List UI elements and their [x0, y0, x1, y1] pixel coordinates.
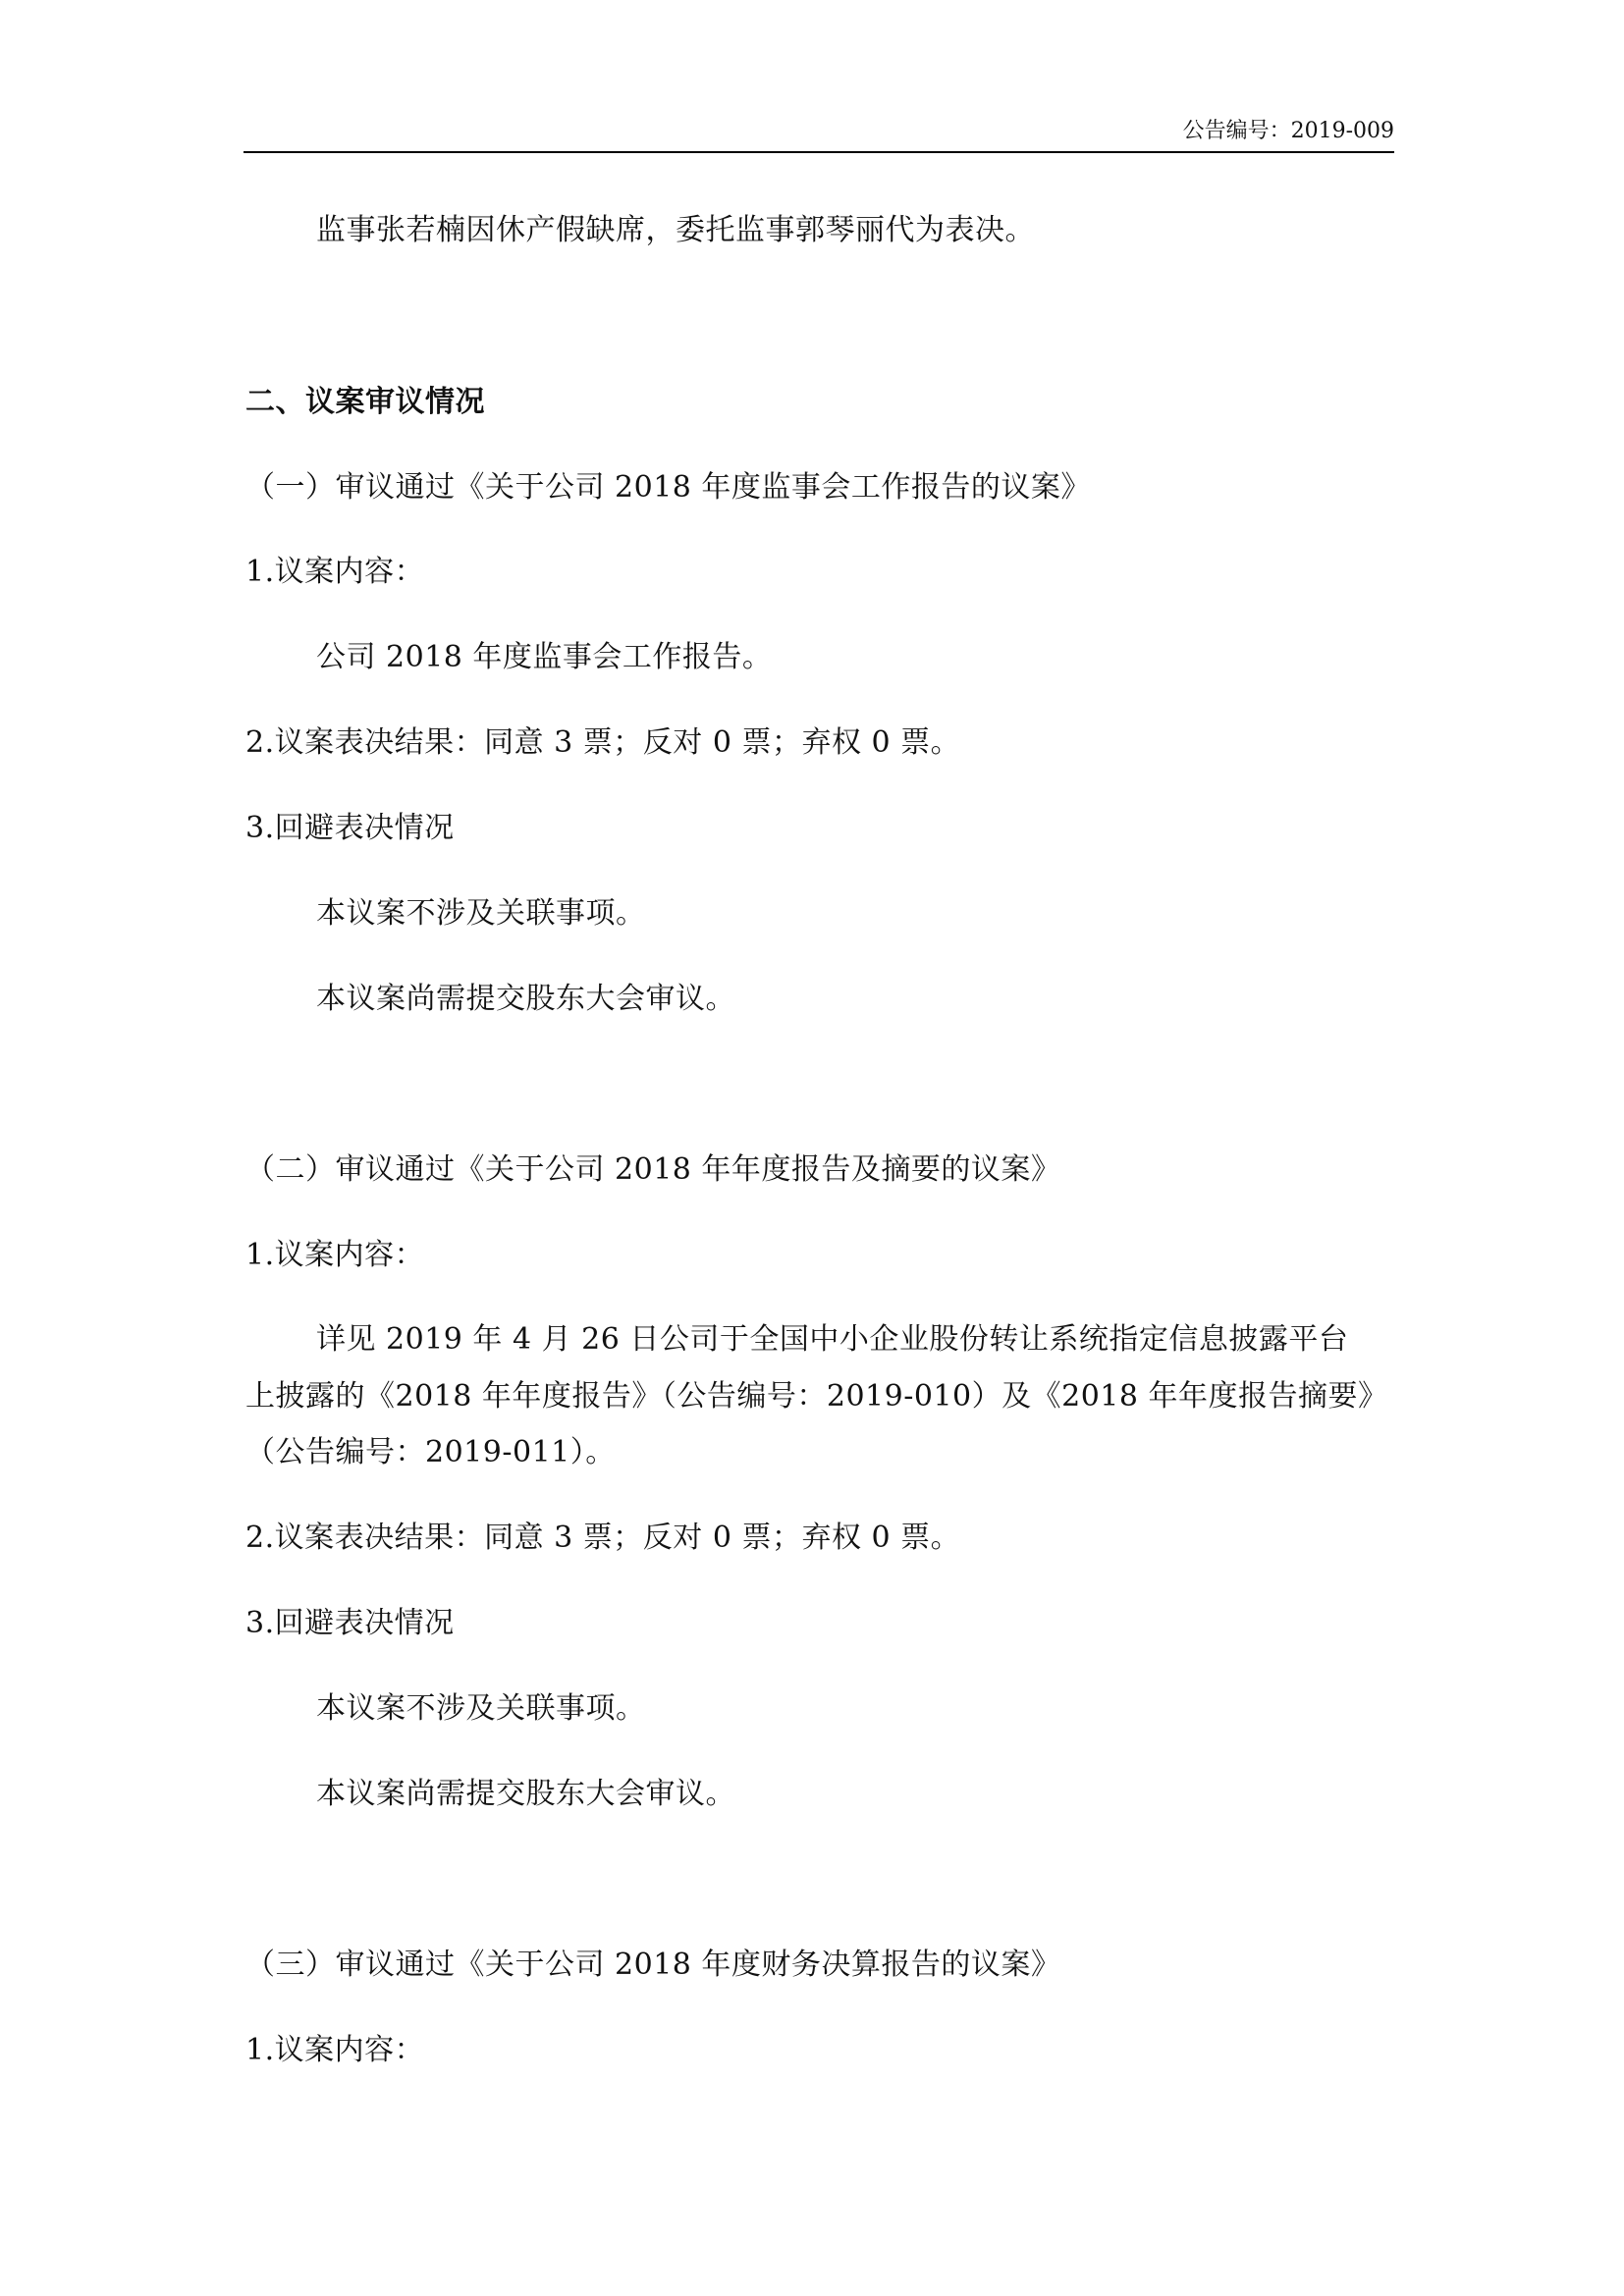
motion-1-submit-note: 本议案尚需提交股东大会审议。	[316, 982, 735, 1016]
motion-1-vote-result: 2.议案表决结果：同意 3 票；反对 0 票；弃权 0 票。	[245, 725, 961, 760]
motion-3-content-label: 1.议案内容：	[245, 2033, 425, 2067]
motion-2-recusal-note: 本议案不涉及关联事项。	[316, 1691, 646, 1726]
motion-2-title: （二）审议通过《关于公司 2018 年年度报告及摘要的议案》	[245, 1152, 1061, 1187]
motion-2-content-label: 1.议案内容：	[245, 1238, 425, 1272]
motion-2-vote-result: 2.议案表决结果：同意 3 票；反对 0 票；弃权 0 票。	[245, 1521, 961, 1555]
motion-2-submit-note: 本议案尚需提交股东大会审议。	[316, 1777, 735, 1811]
motion-1-content-label: 1.议案内容：	[245, 555, 425, 589]
motion-2-recusal-label: 3.回避表决情况	[245, 1606, 455, 1640]
motion-1-title: （一）审议通过《关于公司 2018 年度监事会工作报告的议案》	[245, 470, 1091, 505]
announcement-number: 公告编号：2019-009	[1182, 119, 1394, 143]
motion-2-content-line-2: 上披露的《2018 年年度报告》（公告编号：2019-010）及《2018 年年度报告摘要》	[245, 1379, 1388, 1414]
section-title: 二、议案审议情况	[245, 385, 485, 419]
header-divider	[244, 151, 1394, 153]
absence-note: 监事张若楠因休产假缺席，委托监事郭琴丽代为表决。	[316, 213, 1035, 247]
motion-1-recusal-label: 3.回避表决情况	[245, 811, 455, 845]
motion-1-recusal-note: 本议案不涉及关联事项。	[316, 896, 646, 931]
motion-3-title: （三）审议通过《关于公司 2018 年度财务决算报告的议案》	[245, 1948, 1061, 1982]
motion-1-content: 公司 2018 年度监事会工作报告。	[316, 640, 773, 674]
motion-2-content-line-3: （公告编号：2019-011）。	[245, 1435, 616, 1469]
motion-2-content-line-1: 详见 2019 年 4 月 26 日公司于全国中小企业股份转让系统指定信息披露平台	[316, 1322, 1349, 1357]
